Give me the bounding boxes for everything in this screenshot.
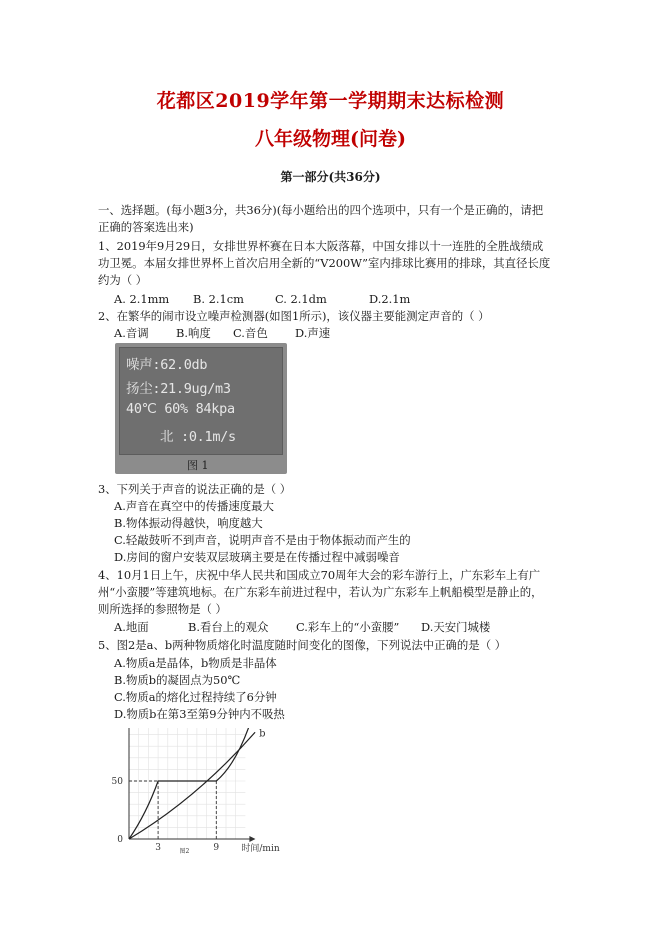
melting-curve-chart: [104, 728, 294, 860]
section-instruction-line2: 正确的答案选出来): [98, 220, 194, 234]
q3-text-line1: 3、下列关于声音的说法正确的是（ ）: [98, 482, 292, 496]
q2-option-a: A.音调: [114, 326, 149, 340]
q4-option-c: C.彩车上的“小蛮腰”: [296, 620, 400, 634]
noise-detector-photo: [115, 343, 287, 474]
q5-text-line1: 5、图2是a、b两种物质熔化时温度随时间变化的图像，下列说法中正确的是（ ）: [98, 638, 507, 652]
q4-text-line2: 州“小蛮腰”等建筑地标。在广东彩车前进过程中，若认为广东彩车上帆船模型是静止的，: [98, 585, 543, 599]
exam-subtitle: 八年级物理(问卷): [255, 128, 406, 150]
q1-option-b: B. 2.1cm: [193, 292, 244, 306]
q3-option-b: B.物体振动得越快，响度越大: [114, 516, 263, 530]
q5-option-d: D.物质b在第3至第9分钟内不吸热: [114, 707, 285, 721]
part-heading: 第一部分(共36分): [280, 170, 381, 184]
x-tick-label: 9: [213, 843, 220, 853]
q2-option-d: D.声速: [295, 326, 331, 340]
x-tick-label: 3: [155, 843, 161, 853]
q4-text-line1: 4、10月1日上午，庆祝中华人民共和国成立70周年大会的彩车游行上，广东彩车上有广: [98, 568, 541, 582]
y-tick-label: 50: [111, 777, 123, 787]
x-axis-label: 时间/min: [241, 844, 280, 854]
screen-row-dust: 扬尘:21.9ug/m3: [126, 381, 231, 397]
q4-text-line3: 则所选择的参照物是（ ）: [98, 602, 227, 616]
series-label-b: b: [259, 728, 266, 740]
q4-option-d: D.天安门城楼: [421, 620, 491, 634]
q5-option-c: C.物质a的熔化过程持续了6分钟: [114, 690, 277, 704]
q3-option-c: C.轻敲鼓听不到声音，说明声音不是由于物体振动而产生的: [114, 533, 411, 547]
series-line-b: [129, 732, 255, 839]
exam-title: 花都区2019学年第一学期期末达标检测: [156, 90, 505, 112]
q4-option-a: A.地面: [114, 620, 149, 634]
q1-option-d: D.2.1m: [369, 292, 411, 306]
section-instruction-line1: 一、选择题。(每小题3分，共36分)(每小题给出的四个选项中，只有一个是正确的，请把: [98, 203, 544, 217]
q1-text-line2: 功卫冕。本届女排世界杯上首次启用全新的“V200W”室内排球比赛用的排球，其直径长度: [98, 256, 551, 270]
y-tick-label: 0: [117, 835, 123, 845]
q2-text-line1: 2、在繁华的闹市设立噪声检测器(如图1所示)，该仪器主要能测定声音的（ ）: [98, 309, 490, 323]
q1-text-line3: 约为（ ）: [98, 273, 148, 287]
q1-text-line1: 1、2019年9月29日，女排世界杯赛在日本大阪落幕，中国女排以十一连胜的全胜战绩成: [98, 239, 544, 253]
screen-row-temp: 40℃ 60% 84kpa: [126, 401, 235, 417]
x-axis-arrow: [249, 836, 255, 842]
q3-option-d: D.房间的窗户安装双层玻璃主要是在传播过程中减弱噪音: [114, 550, 400, 564]
q2-option-c: C.音色: [233, 326, 268, 340]
q1-option-c: C. 2.1dm: [275, 292, 327, 306]
q5-option-a: A.物质a是晶体，b物质是非晶体: [114, 656, 277, 670]
figure1-caption: 图 1: [187, 459, 209, 472]
q4-option-b: B.看台上的观众: [188, 620, 269, 634]
q3-option-a: A.声音在真空中的传播速度最大: [114, 499, 274, 513]
q2-option-b: B.响度: [176, 326, 211, 340]
screen-row-noise: 噪声:62.0db: [126, 357, 208, 373]
series-line-a: [129, 728, 250, 839]
q1-option-a: A. 2.1mm: [114, 292, 170, 306]
figure2-caption: 图2: [179, 848, 190, 855]
q5-option-b: B.物质b的凝固点为50℃: [114, 673, 241, 687]
screen-row-wind: 北 :0.1m/s: [160, 429, 236, 445]
detector-screen: [119, 347, 283, 455]
